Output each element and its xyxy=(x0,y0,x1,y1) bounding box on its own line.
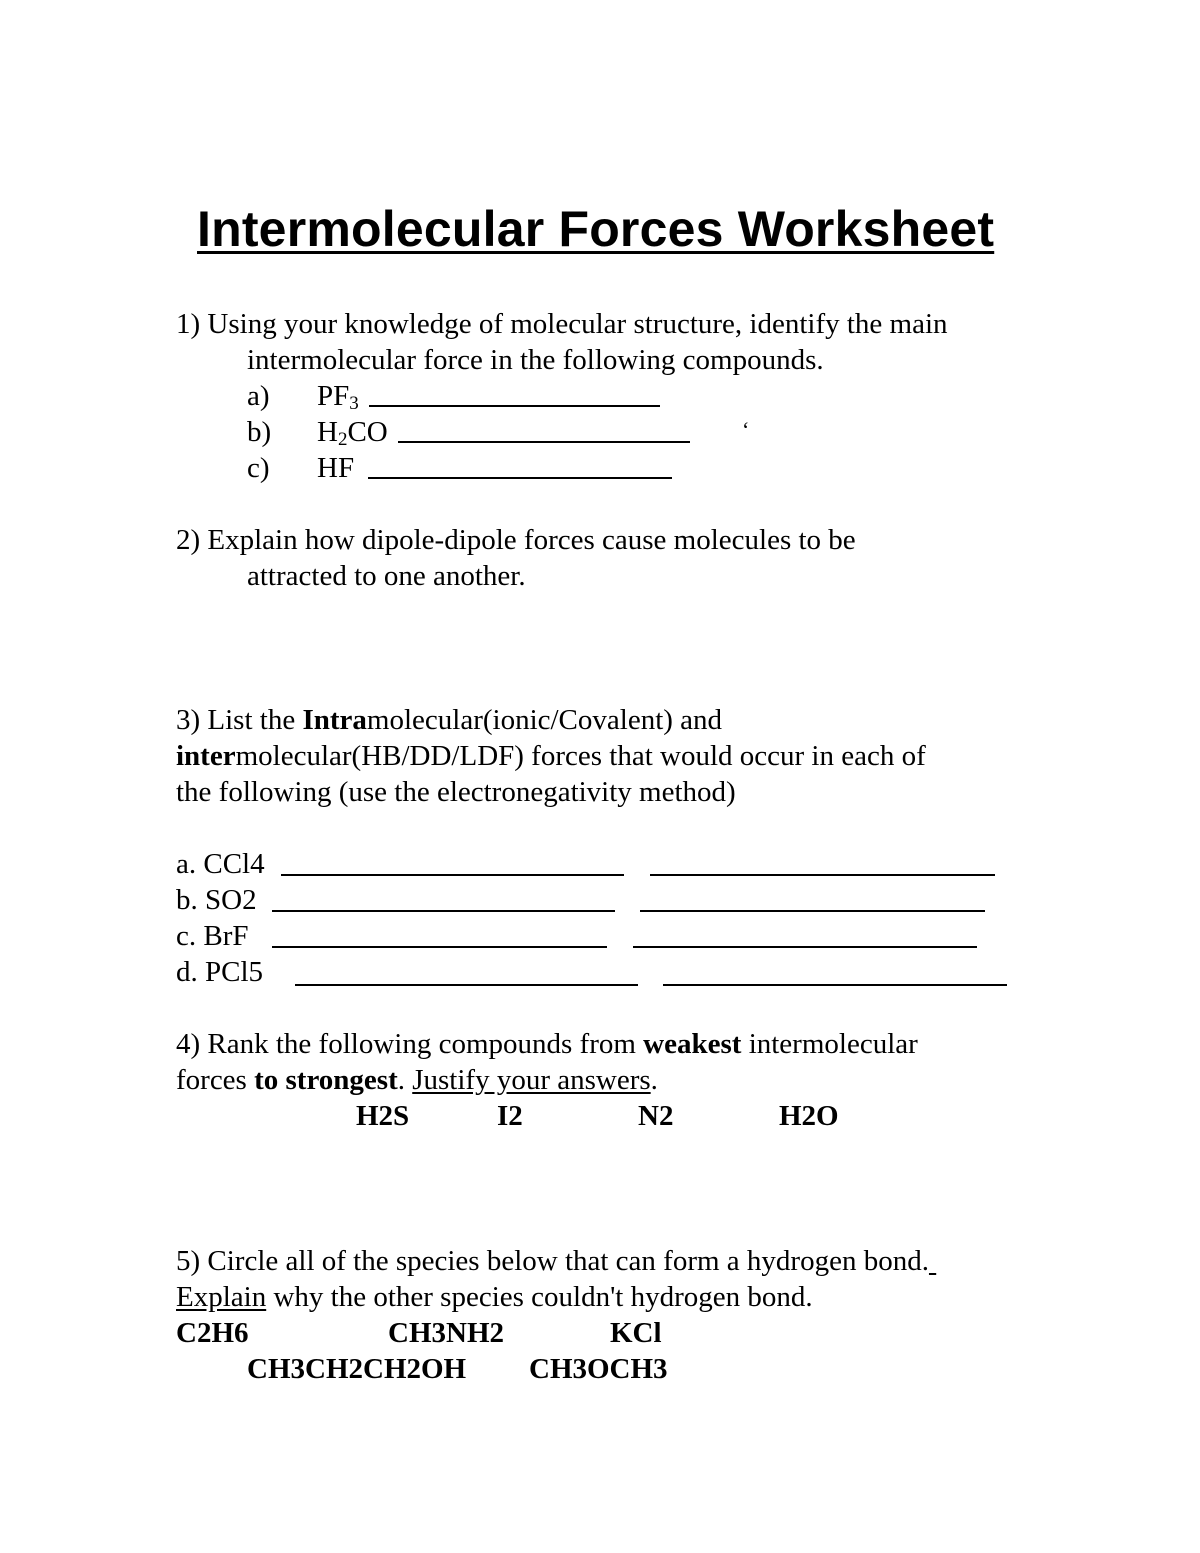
stray-mark: ‘ xyxy=(742,417,750,442)
q3-item-b-label: b. SO2 xyxy=(176,884,257,916)
q3-item-a-inter-line[interactable] xyxy=(650,874,995,876)
page-title: Intermolecular Forces Worksheet xyxy=(197,201,995,257)
q4-compound: H2S xyxy=(356,1100,410,1132)
q3-item-d-intra-line[interactable] xyxy=(295,984,638,986)
q3-item-a-label: a. CCl4 xyxy=(176,848,265,880)
q1-item-c-answer-line[interactable] xyxy=(368,477,672,479)
q1-item-a-label: a) xyxy=(247,380,270,412)
q3-prompt-line3: the following (use the electronegativity method) xyxy=(176,776,736,808)
q1-item-b-answer-line[interactable] xyxy=(398,441,690,443)
q5-species[interactable]: C2H6 xyxy=(176,1317,249,1349)
q1-item-b-formula: $H_2CO$ xyxy=(317,416,388,450)
q1-prompt-line2: intermolecular force in the following compounds. xyxy=(247,344,824,376)
q3-prompt-line1: 3) List the Intramolecular(ionic/Covalent) and xyxy=(176,704,723,736)
q1-item-a-formula: $PF_3$ xyxy=(317,380,359,414)
q2-prompt-line1: 2) Explain how dipole-dipole forces cause molecules to be xyxy=(176,524,856,556)
q5-prompt-line2: Explain why the other species couldn't hydrogen bond. xyxy=(176,1281,813,1313)
q4-prompt-line1: 4) Rank the following compounds from weakest intermolecular xyxy=(176,1028,918,1060)
q1-item-c-formula: HF xyxy=(317,452,355,484)
q3-item-b-inter-line[interactable] xyxy=(640,910,985,912)
q3-item-a-intra-line[interactable] xyxy=(281,874,624,876)
q3-item-c-inter-line[interactable] xyxy=(633,946,977,948)
q5-prompt-line1: 5) Circle all of the species below that can form a hydrogen bond. xyxy=(176,1245,929,1277)
q4-compound: I2 xyxy=(497,1100,523,1132)
q3-item-d-label: d. PCl5 xyxy=(176,956,264,988)
q2-prompt-line2: attracted to one another. xyxy=(247,560,526,592)
q5-species[interactable]: KCl xyxy=(610,1317,662,1349)
q1-item-a-answer-line[interactable] xyxy=(369,405,660,407)
q3-item-c-intra-line[interactable] xyxy=(272,946,607,948)
q4-prompt-line2: forces to strongest. Justify your answers. xyxy=(176,1064,658,1096)
q3-item-c-label: c. BrF xyxy=(176,920,249,952)
q1-prompt-line1: 1) Using your knowledge of molecular structure, identify the main xyxy=(176,308,948,340)
q5-species[interactable]: CH3NH2 xyxy=(388,1317,504,1349)
q3-item-b-intra-line[interactable] xyxy=(272,910,615,912)
q5-species[interactable]: CH3CH2CH2OH xyxy=(247,1353,467,1385)
q4-compound: H2O xyxy=(779,1100,839,1132)
q3-item-d-inter-line[interactable] xyxy=(663,984,1007,986)
q3-prompt-line2: intermolecular(HB/DD/LDF) forces that would occur in each of xyxy=(176,740,926,772)
q4-compound: N2 xyxy=(638,1100,674,1132)
q1-item-c-label: c) xyxy=(247,452,270,484)
q5-species[interactable]: CH3OCH3 xyxy=(529,1353,668,1385)
q1-item-b-label: b) xyxy=(247,416,272,448)
